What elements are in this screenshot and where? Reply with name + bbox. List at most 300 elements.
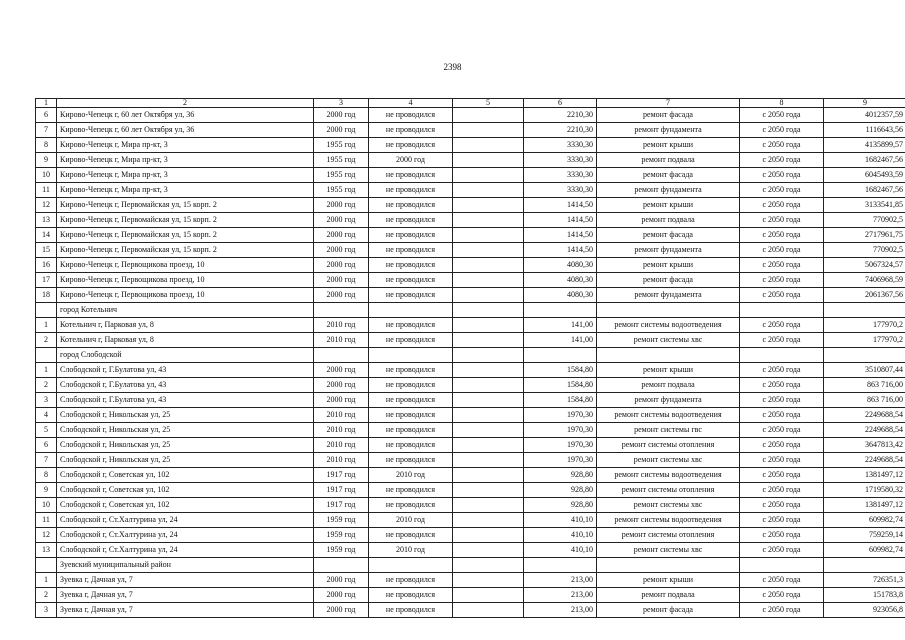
planned-period: с 2050 года [740,573,824,588]
last-repair-year: не проводился [369,228,453,243]
last-repair-year: не проводился [369,333,453,348]
column-number: 9 [824,99,905,108]
row-number: 9 [36,153,57,168]
area: 141,00 [524,318,597,333]
last-repair-year: не проводился [369,573,453,588]
last-repair-year: 2010 год [369,468,453,483]
planned-period: с 2050 года [740,603,824,618]
row-number: 11 [36,183,57,198]
empty-cell [453,483,524,498]
capital-repair-table [35,98,905,618]
cost: 770902,5 [824,243,905,258]
cost: 770902,5 [824,213,905,228]
row-number: 13 [36,213,57,228]
last-repair-year [369,558,453,573]
build-year: 1955 год [314,183,369,198]
planned-period: с 2050 года [740,213,824,228]
planned-period: с 2050 года [740,543,824,558]
row-number: 9 [36,483,57,498]
address: Кирово-Чепецк г, Мира пр-кт, 3 [57,168,314,183]
row-number: 11 [36,513,57,528]
empty-cell [453,393,524,408]
area: 1970,30 [524,438,597,453]
table-row [36,318,905,333]
address: Кирово-Чепецк г, 60 лет Октября ул, 36 [57,108,314,123]
work-type: ремонт системы отопления [597,438,740,453]
table-row [36,423,905,438]
empty-cell [453,453,524,468]
build-year: 1917 год [314,498,369,513]
area: 1584,80 [524,393,597,408]
build-year: 1955 год [314,168,369,183]
build-year [314,348,369,363]
build-year: 2000 год [314,198,369,213]
area: 213,00 [524,573,597,588]
row-number: 18 [36,288,57,303]
cost: 1682467,56 [824,183,905,198]
area: 4080,30 [524,273,597,288]
table-row [36,378,905,393]
address: Слободской г, Никольская ул, 25 [57,423,314,438]
planned-period: с 2050 года [740,273,824,288]
table-row [36,243,905,258]
empty-cell [453,438,524,453]
last-repair-year: не проводился [369,123,453,138]
empty-cell [453,183,524,198]
planned-period [740,348,824,363]
section-header-row [36,348,905,363]
last-repair-year: не проводился [369,168,453,183]
address: Кирово-Чепецк г, Мира пр-кт, 3 [57,138,314,153]
area: 1414,50 [524,198,597,213]
address: Котельнич г, Парковая ул, 8 [57,318,314,333]
page-number: 2398 [443,62,462,72]
table-row [36,408,905,423]
area: 3330,30 [524,138,597,153]
row-number: 12 [36,528,57,543]
empty-cell [453,573,524,588]
cost: 759259,14 [824,528,905,543]
cost: 151783,8 [824,588,905,603]
work-type: ремонт системы водоотведения [597,318,740,333]
work-type: ремонт системы отопления [597,483,740,498]
row-number: 12 [36,198,57,213]
address: Кирово-Чепецк г, Мира пр-кт, 3 [57,183,314,198]
work-type: ремонт подвала [597,588,740,603]
cost: 1116643,56 [824,123,905,138]
row-number: 5 [36,423,57,438]
cost: 609982,74 [824,543,905,558]
table-row [36,288,905,303]
cost: 2717961,75 [824,228,905,243]
cost [824,303,905,318]
table-body [36,99,905,618]
work-type: ремонт фасада [597,273,740,288]
table-row [36,513,905,528]
empty-cell [453,558,524,573]
row-number [36,303,57,318]
work-type: ремонт фасада [597,228,740,243]
address: Кирово-Чепецк г, Первомайская ул, 15 корп. 2 [57,243,314,258]
address: Зуевка г, Дачная ул, 7 [57,573,314,588]
planned-period [740,558,824,573]
cost: 609982,74 [824,513,905,528]
column-number: 6 [524,99,597,108]
section-label: город Котельнич [57,303,314,318]
last-repair-year: не проводился [369,453,453,468]
work-type: ремонт системы хвс [597,543,740,558]
cost: 7406968,59 [824,273,905,288]
last-repair-year: не проводился [369,198,453,213]
address: Кирово-Чепецк г, Первомайская ул, 15 корп. 2 [57,198,314,213]
row-number: 1 [36,318,57,333]
area: 928,80 [524,483,597,498]
table-row [36,258,905,273]
address: Слободской г, Советская ул, 102 [57,483,314,498]
last-repair-year: не проводился [369,603,453,618]
last-repair-year: не проводился [369,438,453,453]
row-number [36,558,57,573]
planned-period: с 2050 года [740,318,824,333]
work-type: ремонт системы хвс [597,333,740,348]
build-year: 2000 год [314,258,369,273]
planned-period: с 2050 года [740,138,824,153]
build-year: 1955 год [314,153,369,168]
row-number: 6 [36,438,57,453]
empty-cell [453,423,524,438]
planned-period: с 2050 года [740,153,824,168]
row-number: 10 [36,168,57,183]
area [524,558,597,573]
row-number: 16 [36,258,57,273]
empty-cell [453,348,524,363]
section-label: город Слободской [57,348,314,363]
area: 1970,30 [524,408,597,423]
planned-period: с 2050 года [740,333,824,348]
table-row [36,273,905,288]
work-type: ремонт крыши [597,573,740,588]
planned-period: с 2050 года [740,168,824,183]
build-year: 1955 год [314,138,369,153]
cost: 3510807,44 [824,363,905,378]
empty-cell [453,123,524,138]
build-year: 2000 год [314,603,369,618]
cost: 177970,2 [824,333,905,348]
table-row [36,573,905,588]
planned-period: с 2050 года [740,438,824,453]
work-type: ремонт крыши [597,198,740,213]
build-year: 2010 год [314,423,369,438]
empty-cell [453,603,524,618]
planned-period: с 2050 года [740,408,824,423]
row-number: 17 [36,273,57,288]
address: Слободской г, Г.Булатова ул, 43 [57,378,314,393]
last-repair-year: не проводился [369,258,453,273]
area: 1584,80 [524,363,597,378]
work-type: ремонт подвала [597,153,740,168]
empty-cell [453,378,524,393]
build-year: 2010 год [314,318,369,333]
last-repair-year [369,348,453,363]
table-row [36,543,905,558]
last-repair-year: не проводился [369,213,453,228]
area: 213,00 [524,603,597,618]
planned-period: с 2050 года [740,228,824,243]
planned-period: с 2050 года [740,453,824,468]
planned-period: с 2050 года [740,183,824,198]
area: 141,00 [524,333,597,348]
empty-cell [453,153,524,168]
table-row [36,588,905,603]
cost: 3647813,42 [824,438,905,453]
address: Кирово-Чепецк г, Первощикова проезд, 10 [57,273,314,288]
area: 928,80 [524,498,597,513]
empty-cell [453,543,524,558]
build-year: 2000 год [314,213,369,228]
planned-period: с 2050 года [740,123,824,138]
address: Кирово-Чепецк г, Первомайская ул, 15 корп. 2 [57,213,314,228]
build-year: 2000 год [314,273,369,288]
planned-period: с 2050 года [740,258,824,273]
area: 410,10 [524,528,597,543]
work-type: ремонт фундамента [597,123,740,138]
last-repair-year: 2000 год [369,153,453,168]
column-number: 8 [740,99,824,108]
area: 3330,30 [524,168,597,183]
work-type: ремонт системы водоотведения [597,468,740,483]
cost: 1381497,12 [824,468,905,483]
planned-period: с 2050 года [740,528,824,543]
table-row [36,603,905,618]
cost: 3133541,85 [824,198,905,213]
empty-cell [453,408,524,423]
planned-period [740,303,824,318]
build-year: 2000 год [314,588,369,603]
area: 410,10 [524,513,597,528]
build-year: 1917 год [314,483,369,498]
last-repair-year: не проводился [369,108,453,123]
planned-period: с 2050 года [740,468,824,483]
work-type: ремонт крыши [597,258,740,273]
area: 1414,50 [524,243,597,258]
planned-period: с 2050 года [740,513,824,528]
address: Слободской г, Никольская ул, 25 [57,438,314,453]
cost: 1381497,12 [824,498,905,513]
table-row [36,183,905,198]
row-number: 1 [36,573,57,588]
table-row [36,108,905,123]
table-row [36,363,905,378]
address: Кирово-Чепецк г, Первощикова проезд, 10 [57,258,314,273]
table-row [36,468,905,483]
column-number: 4 [369,99,453,108]
work-type: ремонт фундамента [597,288,740,303]
build-year: 2010 год [314,408,369,423]
row-number: 15 [36,243,57,258]
last-repair-year: 2010 год [369,513,453,528]
table-row [36,483,905,498]
row-number: 8 [36,138,57,153]
cost: 923056,8 [824,603,905,618]
cost: 1719580,32 [824,483,905,498]
planned-period: с 2050 года [740,198,824,213]
work-type: ремонт фасада [597,108,740,123]
empty-cell [453,138,524,153]
build-year: 2000 год [314,108,369,123]
address: Слободской г, Ст.Халтурина ул, 24 [57,513,314,528]
address: Слободской г, Ст.Халтурина ул, 24 [57,543,314,558]
last-repair-year: не проводился [369,588,453,603]
build-year: 2000 год [314,363,369,378]
address: Кирово-Чепецк г, Первомайская ул, 15 корп. 2 [57,228,314,243]
column-number: 5 [453,99,524,108]
work-type: ремонт фасада [597,603,740,618]
cost: 2249688,54 [824,423,905,438]
work-type: ремонт фасада [597,168,740,183]
table-row [36,528,905,543]
address: Слободской г, Советская ул, 102 [57,468,314,483]
work-type: ремонт системы отопления [597,528,740,543]
area: 1970,30 [524,423,597,438]
address: Котельнич г, Парковая ул, 8 [57,333,314,348]
build-year: 2000 год [314,378,369,393]
table-row [36,393,905,408]
empty-cell [453,513,524,528]
area: 1584,80 [524,378,597,393]
last-repair-year: не проводился [369,423,453,438]
planned-period: с 2050 года [740,288,824,303]
cost: 177970,2 [824,318,905,333]
column-number: 2 [57,99,314,108]
address: Кирово-Чепецк г, Первощикова проезд, 10 [57,288,314,303]
work-type: ремонт системы хвс [597,498,740,513]
last-repair-year: не проводился [369,288,453,303]
empty-cell [453,498,524,513]
area: 410,10 [524,543,597,558]
area: 1414,50 [524,228,597,243]
build-year: 2000 год [314,573,369,588]
planned-period: с 2050 года [740,363,824,378]
empty-cell [453,258,524,273]
table-row [36,153,905,168]
last-repair-year [369,303,453,318]
build-year: 2000 год [314,123,369,138]
last-repair-year: не проводился [369,528,453,543]
empty-cell [453,303,524,318]
cost: 2249688,54 [824,408,905,423]
section-label: Зуевский муниципальный район [57,558,314,573]
address: Слободской г, Ст.Халтурина ул, 24 [57,528,314,543]
cost: 2061367,56 [824,288,905,303]
row-number: 2 [36,588,57,603]
table-row [36,138,905,153]
row-number: 1 [36,363,57,378]
work-type: ремонт подвала [597,213,740,228]
column-number-row [36,99,905,108]
last-repair-year: не проводился [369,318,453,333]
table-row [36,438,905,453]
last-repair-year: не проводился [369,483,453,498]
cost: 4135899,57 [824,138,905,153]
column-number: 7 [597,99,740,108]
row-number: 2 [36,378,57,393]
row-number: 4 [36,408,57,423]
cost: 1682467,56 [824,153,905,168]
address: Кирово-Чепецк г, 60 лет Октября ул, 36 [57,123,314,138]
row-number: 3 [36,603,57,618]
work-type [597,303,740,318]
planned-period: с 2050 года [740,423,824,438]
column-number: 1 [36,99,57,108]
address: Кирово-Чепецк г, Мира пр-кт, 3 [57,153,314,168]
empty-cell [453,228,524,243]
row-number: 6 [36,108,57,123]
build-year: 1959 год [314,543,369,558]
cost: 6045493,59 [824,168,905,183]
build-year [314,303,369,318]
row-number: 7 [36,453,57,468]
empty-cell [453,528,524,543]
row-number: 13 [36,543,57,558]
last-repair-year: не проводился [369,138,453,153]
row-number [36,348,57,363]
area: 1414,50 [524,213,597,228]
empty-cell [453,468,524,483]
build-year: 2010 год [314,333,369,348]
empty-cell [453,588,524,603]
address: Зуевка г, Дачная ул, 7 [57,588,314,603]
row-number: 2 [36,333,57,348]
area: 1970,30 [524,453,597,468]
address: Зуевка г, Дачная ул, 7 [57,603,314,618]
last-repair-year: 2010 год [369,543,453,558]
cost: 863 716,00 [824,378,905,393]
build-year: 2000 год [314,228,369,243]
cost: 4012357,59 [824,108,905,123]
empty-cell [453,288,524,303]
work-type: ремонт крыши [597,138,740,153]
empty-cell [453,243,524,258]
section-header-row [36,303,905,318]
address: Слободской г, Советская ул, 102 [57,498,314,513]
table-row [36,168,905,183]
cost [824,558,905,573]
address: Слободской г, Никольская ул, 25 [57,408,314,423]
area: 2210,30 [524,123,597,138]
row-number: 3 [36,393,57,408]
work-type: ремонт фундамента [597,243,740,258]
last-repair-year: не проводился [369,243,453,258]
empty-cell [453,363,524,378]
last-repair-year: не проводился [369,363,453,378]
build-year: 2010 год [314,453,369,468]
area: 213,00 [524,588,597,603]
work-type [597,348,740,363]
area: 3330,30 [524,153,597,168]
work-type: ремонт подвала [597,378,740,393]
cost: 726351,3 [824,573,905,588]
area: 3330,30 [524,183,597,198]
empty-cell [453,273,524,288]
area: 4080,30 [524,288,597,303]
build-year: 1959 год [314,513,369,528]
cost [824,348,905,363]
last-repair-year: не проводился [369,273,453,288]
table-row [36,228,905,243]
section-header-row [36,558,905,573]
area: 928,80 [524,468,597,483]
address: Слободской г, Никольская ул, 25 [57,453,314,468]
